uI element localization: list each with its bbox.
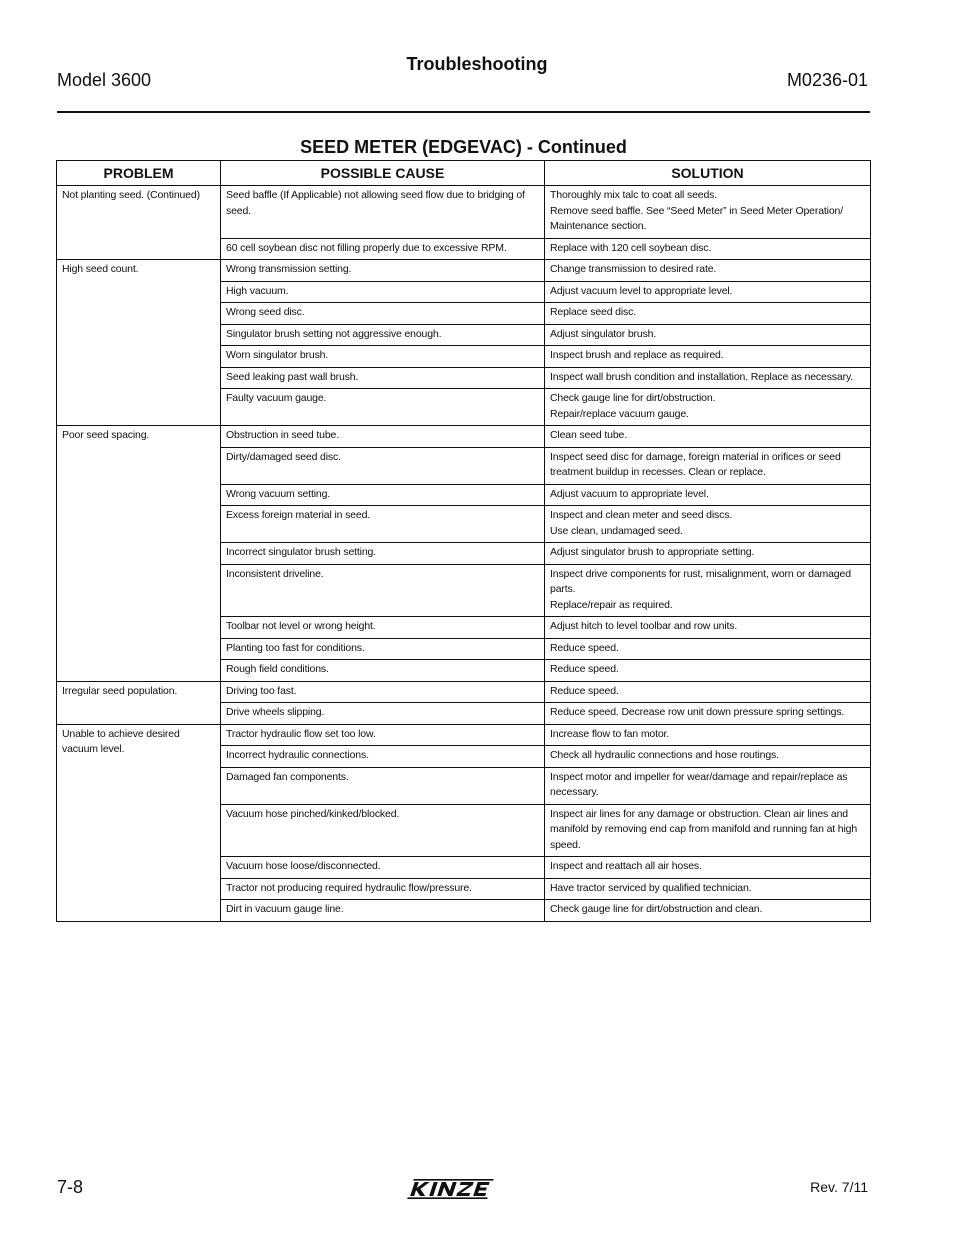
column-header-solution: SOLUTION [545,161,871,186]
page-number: 7-8 [57,1177,84,1197]
solution-line: Check gauge line for dirt/obstruction and clean. [550,903,763,915]
table-row [57,186,871,239]
document-number: M0236-01 [786,70,868,90]
section-title: Troubleshooting [406,54,548,74]
model-name: Model 3600 [57,70,152,90]
solution-cell [545,447,871,484]
solution-line: Inspect drive components for rust, misalignment, worn or damaged parts. [550,567,851,595]
solution-line: Inspect wall brush condition and installation. Replace as necessary. [550,370,854,383]
cause-cell: Incorrect hydraulic connections. [221,746,545,768]
table-row [57,681,871,703]
solution-cell [545,746,871,768]
solution-line: Use clean, undamaged seed. [550,524,683,537]
solution-line: Remove seed baffle. See “Seed Meter” in Seed Meter Operation/ Maintenance section. [550,204,843,232]
solution-line: Inspect and reattach all air hoses. [550,860,702,872]
solution-cell [545,900,871,922]
solution-line: Reduce speed. [550,641,619,654]
table-body [57,186,871,922]
solution-line: Clean seed tube. [550,429,627,441]
solution-cell [545,857,871,879]
solution-cell [545,681,871,703]
solution-cell [545,324,871,346]
cause-cell: Drive wheels slipping. [221,703,545,725]
table-row [57,426,871,448]
column-header-problem: PROBLEM [57,161,221,186]
solution-cell [545,767,871,804]
solution-line: Adjust singulator brush. [550,327,657,340]
cause-cell: Toolbar not level or wrong height. [221,617,545,639]
cause-cell: Wrong seed disc. [221,303,545,325]
cause-cell: Singulator brush setting not aggressive enough. [221,324,545,346]
cause-cell: Planting too fast for conditions. [221,638,545,660]
solution-cell [545,389,871,426]
cause-cell: Inconsistent driveline. [221,564,545,617]
cause-cell: High vacuum. [221,281,545,303]
solution-cell [545,281,871,303]
header-divider [57,111,870,113]
solution-cell [545,260,871,282]
solution-cell [545,660,871,682]
solution-cell [545,303,871,325]
solution-line: Adjust vacuum to appropriate level. [550,487,709,500]
solution-line: Inspect motor and impeller for wear/damage and repair/replace as necessary. [550,770,848,798]
cause-cell: Rough field conditions. [221,660,545,682]
solution-line: Reduce speed. [550,684,619,697]
table-title: SEED METER (EDGEVAC) - Continued [300,137,627,157]
cause-cell: Excess foreign material in seed. [221,506,545,543]
solution-cell [545,367,871,389]
cause-cell: Obstruction in seed tube. [221,426,545,448]
solution-line: Inspect brush and replace as required. [550,349,724,361]
problem-cell: Not planting seed. (Continued) [57,186,221,260]
solution-cell [545,617,871,639]
solution-cell [545,804,871,857]
cause-cell: Vacuum hose loose/disconnected. [221,857,545,879]
cause-cell: Tractor not producing required hydraulic flow/pressure. [221,878,545,900]
cause-cell: Damaged fan components. [221,767,545,804]
cause-cell: Seed leaking past wall brush. [221,367,545,389]
table-row [57,260,871,282]
solution-cell [545,724,871,746]
cause-cell: Worn singulator brush. [221,346,545,368]
solution-line: Replace with 120 cell soybean disc. [550,241,712,254]
solution-line: Inspect air lines for any damage or obstruction. Clean air lines and manifold by removing end cap from manifold and running fan at high speed. [550,807,858,851]
solution-cell [545,186,871,239]
solution-cell [545,238,871,260]
cause-cell: Incorrect singulator brush setting. [221,543,545,565]
solution-cell [545,878,871,900]
solution-line: Replace/repair as required. [550,598,673,611]
problem-cell: Irregular seed population. [57,681,221,724]
problem-cell: High seed count. [57,260,221,426]
cause-cell: Vacuum hose pinched/kinked/blocked. [221,804,545,857]
cause-cell: Driving too fast. [221,681,545,703]
solution-cell [545,564,871,617]
solution-cell [545,426,871,448]
solution-line: Check all hydraulic connections and hose routings. [550,749,779,761]
cause-cell: Wrong vacuum setting. [221,484,545,506]
cause-cell: 60 cell soybean disc not filling properly due to excessive RPM. [221,238,545,260]
solution-line: Increase flow to fan motor. [550,727,670,740]
cause-cell: Wrong transmission setting. [221,260,545,282]
table-header-row [57,161,871,186]
solution-cell [545,506,871,543]
problem-cell: Poor seed spacing. [57,426,221,682]
solution-line: Inspect and clean meter and seed discs. [550,509,733,521]
troubleshooting-table [56,160,871,922]
table-row [57,724,871,746]
solution-line: Reduce speed. [550,663,619,675]
solution-cell [545,484,871,506]
solution-line: Replace seed disc. [550,306,637,318]
solution-cell [545,703,871,725]
solution-line: Repair/replace vacuum gauge. [550,407,689,420]
solution-line: Reduce speed. Decrease row unit down pressure spring settings. [550,706,845,718]
solution-cell [545,638,871,660]
solution-line: Adjust singulator brush to appropriate setting. [550,546,755,558]
solution-line: Check gauge line for dirt/obstruction. [550,392,716,404]
logo-mark [407,1179,493,1199]
cause-cell: Tractor hydraulic flow set too low. [221,724,545,746]
solution-cell [545,346,871,368]
cause-cell: Dirt in vacuum gauge line. [221,900,545,922]
solution-line: Inspect seed disc for damage, foreign material in orifices or seed treatment buildup in recesses. Clean or replace. [550,450,841,478]
cause-cell: Dirty/damaged seed disc. [221,447,545,484]
solution-cell [545,543,871,565]
solution-line: Adjust hitch to level toolbar and row units. [550,620,738,632]
solution-line: Have tractor serviced by qualified technician. [550,881,752,894]
column-header-cause: POSSIBLE CAUSE [221,161,545,186]
cause-cell: Faulty vacuum gauge. [221,389,545,426]
cause-cell: Seed baffle (If Applicable) not allowing seed flow due to bridging of seed. [221,186,545,239]
solution-line: Adjust vacuum level to appropriate level. [550,284,733,297]
problem-cell: Unable to achieve desired vacuum level. [57,724,221,921]
solution-line: Thoroughly mix talc to coat all seeds. [550,189,718,201]
kinze-logo [403,1175,525,1203]
revision-label: Rev. 7/11 [810,1179,868,1195]
solution-line: Change transmission to desired rate. [550,263,717,275]
